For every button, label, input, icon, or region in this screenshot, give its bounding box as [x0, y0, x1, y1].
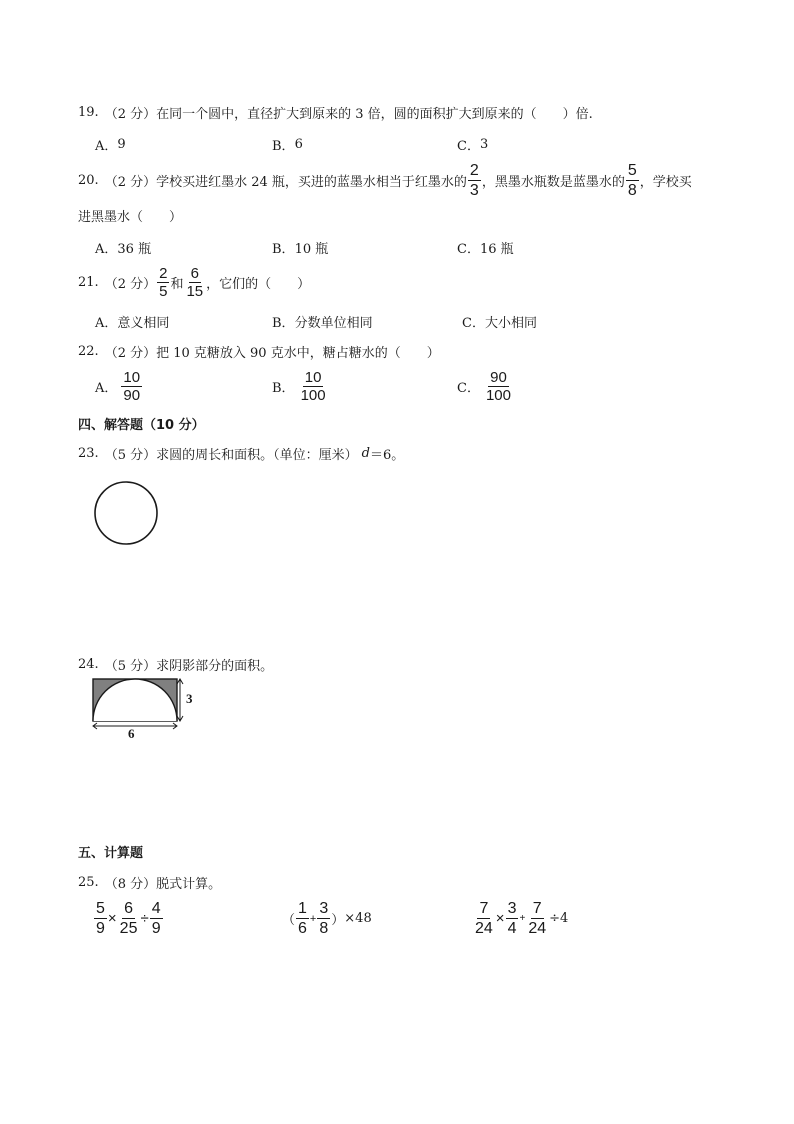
question-text: 在同一个圆中，直径扩大到原来的 3 倍，圆的面积扩大到原来的（ ）倍.: [156, 107, 593, 122]
question-text: 求圆的周长和面积。（单位：厘米）: [156, 448, 358, 463]
section-heading: 五、计算题: [78, 846, 144, 861]
option-a: [95, 135, 126, 154]
option-label: C．: [457, 242, 480, 257]
option-label: B．: [272, 381, 295, 396]
fraction: $\frac{5}{9}$: [96, 900, 105, 937]
fraction: $\frac{7}{24}$: [528, 900, 547, 937]
expression-1: [93, 900, 164, 937]
question-score: （5 分）: [104, 659, 157, 674]
question-text: 脱式计算。: [156, 877, 222, 892]
question-number: 22.: [78, 344, 99, 359]
option-value: 意义相同: [117, 316, 170, 331]
bracket: ）: [331, 912, 345, 927]
fraction: $\frac{2}{3}$: [469, 162, 479, 199]
width-label: 6: [128, 726, 135, 741]
option-value: 分数单位相同: [294, 316, 373, 331]
question-25: [78, 873, 221, 892]
bracket: （: [282, 912, 296, 927]
question-number: 19.: [78, 105, 99, 120]
option-label: A．: [95, 316, 118, 331]
question-24: [78, 655, 273, 674]
circle-figure: [92, 479, 160, 547]
question-text-continued: 进黑墨水（ ）: [78, 210, 183, 225]
tail-term: ÷4: [549, 911, 569, 926]
fraction: $\frac{3}{8}$: [319, 900, 329, 937]
fraction: $\frac{10}{90}$: [123, 369, 141, 404]
operator: ×: [107, 910, 117, 927]
question-score: （2 分）: [104, 277, 157, 292]
option-label: B．: [272, 139, 295, 154]
section-heading: 四、解答题（10 分）: [78, 418, 205, 433]
fraction: $\frac{4}{9}$: [151, 900, 161, 937]
question-text: 把 10 克糖放入 90 克水中，糖占糖水的（ ）: [156, 346, 440, 361]
option-label: C．: [462, 316, 485, 331]
question-score: （2 分）: [104, 346, 157, 361]
option-a: [95, 238, 151, 257]
option-c: [457, 238, 514, 257]
option-label: C．: [457, 381, 480, 396]
shaded-region-figure: [88, 675, 200, 741]
option-label: B．: [272, 242, 295, 257]
height-label: 3: [186, 691, 193, 706]
option-value: 9: [117, 137, 126, 152]
operator: +: [519, 913, 526, 924]
option-b: [272, 135, 303, 154]
question-score: （8 分）: [104, 877, 157, 892]
question-22: [78, 342, 440, 361]
question-score: （2 分）: [104, 107, 157, 122]
option-value: 36 瓶: [117, 242, 152, 257]
option-a: [95, 370, 143, 403]
question-text: 求阴影部分的面积。: [156, 659, 274, 674]
question-number: 20.: [78, 173, 99, 188]
question-text: 学校买进红墨水 24 瓶，买进的蓝墨水相当于红墨水的: [156, 175, 467, 190]
option-b: [272, 238, 328, 257]
fraction: $\frac{6}{25}$: [119, 900, 138, 937]
option-value: 16 瓶: [479, 242, 514, 257]
fraction: $\frac{10}{100}$: [300, 369, 326, 404]
question-23: [78, 444, 404, 463]
question-score: （2 分）: [104, 175, 157, 190]
option-c: [457, 370, 514, 403]
fraction: $\frac{1}{6}$: [298, 900, 307, 937]
option-a: [95, 312, 169, 331]
question-text: ，学校买: [639, 175, 692, 190]
option-value: 3: [479, 137, 489, 152]
question-21: [78, 266, 310, 299]
option-b: [272, 370, 329, 403]
tail-term: ×48: [344, 911, 372, 926]
question-20: [78, 162, 692, 199]
option-value: 6: [294, 137, 303, 152]
fraction: $\frac{3}{4}$: [507, 900, 517, 937]
question-19: [78, 103, 593, 122]
question-number: 21.: [78, 275, 99, 290]
expression-3: [472, 900, 568, 937]
option-value: 大小相同: [484, 316, 537, 331]
option-label: A．: [95, 242, 118, 257]
question-number: 24.: [78, 657, 99, 672]
fraction: $\frac{2}{5}$: [159, 265, 168, 300]
circle-shape: [95, 482, 157, 544]
option-b: [272, 312, 373, 331]
connector-text: 和: [170, 277, 184, 292]
question-text: ，它们的（ ）: [206, 277, 311, 292]
operator: ÷: [140, 910, 149, 927]
question-score: （5 分）: [104, 448, 157, 463]
fraction: $\frac{7}{24}$: [475, 900, 493, 937]
question-text: ，黑墨水瓶数是蓝墨水的: [481, 175, 625, 190]
question-number: 25.: [78, 875, 99, 890]
option-label: A．: [95, 381, 118, 396]
option-label: C．: [457, 139, 480, 154]
option-c: [457, 135, 488, 154]
fraction: $\frac{90}{100}$: [485, 369, 511, 404]
operator: ×: [495, 910, 505, 927]
option-value: 10 瓶: [294, 242, 329, 257]
option-label: B．: [272, 316, 295, 331]
fraction: $\frac{5}{8}$: [627, 162, 637, 199]
operator: +: [309, 912, 317, 925]
expression-2: [282, 900, 372, 937]
question-number: 23.: [78, 446, 99, 461]
option-c: [462, 312, 537, 331]
variable: d: [361, 446, 370, 461]
equation-text: ＝6。: [369, 448, 405, 463]
option-label: A．: [95, 139, 118, 154]
fraction: $\frac{6}{15}$: [186, 265, 204, 300]
